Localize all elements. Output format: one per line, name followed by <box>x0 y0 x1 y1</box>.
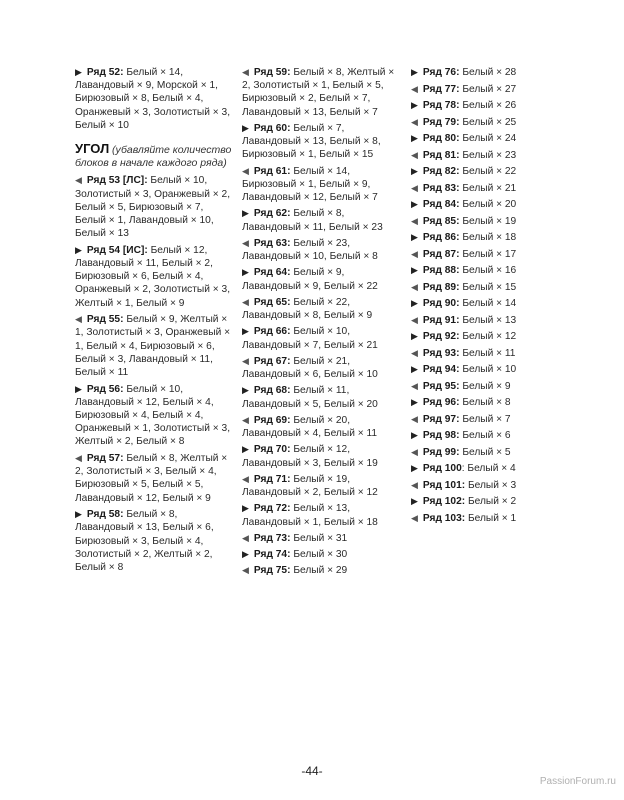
row-text: Белый × 24 <box>459 133 517 144</box>
row-label: Ряд 76: <box>422 67 460 78</box>
row-text: Белый × 14, Бирюзовый × 1, Белый × 9, Лавандовый × 12, Белый × 7 <box>242 165 378 204</box>
row-label: Ряд 88: <box>422 265 460 276</box>
arrow-right-icon: ▶ <box>75 244 82 255</box>
arrow-left-icon: ◀ <box>242 565 249 576</box>
arrow-right-icon: ▶ <box>411 430 418 440</box>
row-entry <box>411 182 571 195</box>
row-entry <box>411 479 571 492</box>
arrow-left-icon: ◀ <box>75 314 82 325</box>
row-label: Ряд 65: <box>253 296 291 308</box>
arrow-right-icon: ▶ <box>75 67 82 77</box>
arrow-left-icon: ◀ <box>75 175 82 186</box>
row-text: Белый × 19, Лавандовый × 2, Белый × 12 <box>242 473 378 499</box>
row-entry <box>411 165 571 178</box>
row-text: Белый × 18 <box>459 232 517 243</box>
row-text: Белый × 10 <box>459 364 517 375</box>
column-1 <box>75 66 235 578</box>
row-text: Белый × 13, Лавандовый × 1, Белый × 18 <box>242 503 378 528</box>
row-label: Ряд 86: <box>422 232 460 243</box>
row-label: Ряд 53 [ЛС]: <box>86 175 148 187</box>
row-entry <box>411 149 571 162</box>
row-label: Ряд 66: <box>253 326 291 338</box>
arrow-right-icon: ▶ <box>411 496 418 506</box>
row-text: Белый × 19 <box>459 215 517 227</box>
arrow-left-icon: ◀ <box>411 413 418 424</box>
row-list <box>411 66 571 525</box>
row-label: Ряд 77: <box>422 83 460 95</box>
row-label: Ряд 87: <box>422 248 460 260</box>
row-text: Белый × 21, Лавандовый × 6, Белый × 10 <box>242 355 378 381</box>
row-entry <box>242 165 402 205</box>
row-entry <box>411 281 571 294</box>
row-label: Ряд 74: <box>253 549 291 561</box>
row-label: Ряд 98: <box>422 430 460 441</box>
row-entry <box>411 83 571 96</box>
row-text: Белый × 11 <box>459 347 516 359</box>
arrow-left-icon: ◀ <box>411 83 418 94</box>
row-entry <box>411 264 571 277</box>
row-label: Ряд 83: <box>422 182 460 194</box>
arrow-left-icon: ◀ <box>411 347 418 358</box>
row-text: Белый × 9, Желтый × 1, Золотистый × 3, Оранжевый × 1, Белый × 4, Бирюзовый × 6, Белый × 3, Лавандовый × 11, Белый × 11 <box>75 314 231 379</box>
row-text: Белый × 10, Лавандовый × 12, Белый × 4, Бирюзовый × 4, Белый × 4, Оранжевый × 1, Золотистый × 3, Желтый × 2, Белый × 8 <box>75 383 231 448</box>
arrow-left-icon: ◀ <box>242 237 249 248</box>
arrow-left-icon: ◀ <box>411 512 418 523</box>
row-label: Ряд 100 <box>422 463 462 474</box>
row-text: Белый × 14, Лавандовый × 9, Морской × 1, Бирюзовый × 8, Белый × 4, Оранжевый × 3, Золотистый × 3, Белый × 10 <box>75 67 231 131</box>
row-label: Ряд 72: <box>253 503 291 515</box>
row-entry <box>242 564 402 577</box>
row-label: Ряд 99: <box>422 446 460 458</box>
row-label: Ряд 75: <box>253 565 291 577</box>
row-text: Белый × 10, Лавандовый × 7, Белый × 21 <box>242 326 378 351</box>
row-entry <box>411 66 571 79</box>
row-entry <box>411 116 571 129</box>
row-entry <box>75 383 235 449</box>
row-entry <box>411 231 571 244</box>
row-text: Белый × 12, Лавандовый × 11, Белый × 2, Бирюзовый × 6, Белый × 4, Оранжевый × 2, Золотистый × 3, Желтый × 1, Белый × 9 <box>75 244 231 309</box>
row-entry <box>411 380 571 393</box>
arrow-left-icon: ◀ <box>411 446 418 457</box>
arrow-right-icon: ▶ <box>242 549 249 560</box>
arrow-left-icon: ◀ <box>242 473 249 484</box>
arrow-right-icon: ▶ <box>411 463 418 473</box>
arrow-right-icon: ▶ <box>411 364 418 374</box>
row-entry <box>75 452 235 505</box>
arrow-left-icon: ◀ <box>411 380 418 391</box>
row-entry <box>242 443 402 469</box>
row-label: Ряд 70: <box>253 444 291 456</box>
row-entry <box>411 99 571 112</box>
arrow-left-icon: ◀ <box>411 314 418 325</box>
arrow-left-icon: ◀ <box>411 281 418 292</box>
row-text: Белый × 28 <box>459 67 517 78</box>
row-label: Ряд 93: <box>422 347 460 359</box>
row-text: Белый × 26 <box>459 100 517 111</box>
arrow-right-icon: ▶ <box>411 331 418 341</box>
row-list <box>75 174 235 574</box>
row-text: Белый × 5 <box>459 446 511 458</box>
row-label: Ряд 85: <box>422 215 460 227</box>
row-text: Белый × 29 <box>290 565 348 577</box>
row-text: Белый × 9 <box>459 380 511 392</box>
row-text: Белый × 23 <box>459 149 517 161</box>
row-entry <box>75 313 235 379</box>
row-text: Белый × 7, Лавандовый × 13, Белый × 8, Бирюзовый × 1, Белый × 15 <box>242 122 381 161</box>
arrow-right-icon: ▶ <box>242 503 249 514</box>
row-text: Белый × 8, Лавандовый × 13, Белый × 6, Бирюзовый × 3, Белый × 4, Золотистый × 2, Желтый × 2, Белый × 8 <box>75 509 214 574</box>
row-entry <box>242 237 402 263</box>
arrow-left-icon: ◀ <box>411 182 418 193</box>
row-text: Белый × 8, Лавандовый × 11, Белый × 23 <box>242 208 383 233</box>
column-2 <box>242 66 402 581</box>
row-label: Ряд 63: <box>253 237 291 249</box>
arrow-right-icon: ▶ <box>411 166 418 176</box>
row-entry <box>411 330 571 343</box>
row-entry <box>75 244 235 310</box>
row-label: Ряд 91: <box>422 314 460 326</box>
row-label: Ряд 59: <box>253 67 291 78</box>
row-label: Ряд 81: <box>422 149 460 161</box>
row-text: Белый × 23, Лавандовый × 10, Белый × 8 <box>242 237 378 263</box>
row-label: Ряд 89: <box>422 281 460 293</box>
row-label: Ряд 103: <box>422 512 466 524</box>
arrow-right-icon: ▶ <box>411 100 418 110</box>
row-list <box>75 66 235 132</box>
row-text: Белый × 14 <box>459 298 517 309</box>
page-number: -44- <box>301 764 323 778</box>
row-entry <box>411 215 571 228</box>
row-label: Ряд 90: <box>422 298 460 309</box>
row-label: Ряд 94: <box>422 364 460 375</box>
arrow-right-icon: ▶ <box>242 122 249 133</box>
arrow-left-icon: ◀ <box>242 532 249 543</box>
row-label: Ряд 67: <box>253 355 291 367</box>
arrow-left-icon: ◀ <box>242 296 249 307</box>
row-label: Ряд 68: <box>253 385 291 397</box>
arrow-left-icon: ◀ <box>411 116 418 127</box>
row-entry <box>411 396 571 409</box>
row-text: Белый × 21 <box>459 182 517 194</box>
row-entry <box>411 413 571 426</box>
row-label: Ряд 62: <box>253 208 291 220</box>
row-entry <box>411 314 571 327</box>
row-entry <box>242 266 402 292</box>
arrow-right-icon: ▶ <box>242 208 249 219</box>
row-label: Ряд 61: <box>253 165 291 177</box>
arrow-left-icon: ◀ <box>411 248 418 259</box>
arrow-right-icon: ▶ <box>411 265 418 275</box>
row-text: Белый × 7 <box>459 413 511 425</box>
row-text: Белый × 8, Желтый × 2, Золотистый × 1, Белый × 5, Бирюзовый × 2, Белый × 7, Лавандовый × 13, Белый × 7 <box>242 67 395 118</box>
row-entry <box>75 66 235 132</box>
arrow-right-icon: ▶ <box>75 509 82 520</box>
row-entry <box>242 384 402 410</box>
section-title: УГОЛ <box>75 141 110 157</box>
row-text: Белый × 8 <box>459 397 511 408</box>
row-entry <box>242 548 402 561</box>
row-entry <box>411 198 571 211</box>
row-text: Белый × 31 <box>290 532 348 544</box>
row-text: Белый × 12, Лавандовый × 3, Белый × 19 <box>242 444 378 469</box>
arrow-right-icon: ▶ <box>411 397 418 407</box>
row-label: Ряд 55: <box>86 314 124 326</box>
row-text: Белый × 9, Лавандовый × 9, Белый × 22 <box>242 267 378 292</box>
row-entry <box>411 462 571 475</box>
arrow-right-icon: ▶ <box>242 385 249 396</box>
arrow-left-icon: ◀ <box>242 414 249 425</box>
row-label: Ряд 71: <box>253 473 291 485</box>
row-text: Белый × 17 <box>459 248 517 260</box>
row-text: Белый × 25 <box>459 116 517 128</box>
row-entry <box>242 325 402 351</box>
row-label: Ряд 102: <box>422 496 466 507</box>
row-text: Белый × 22 <box>459 166 517 177</box>
row-text: Белый × 30 <box>290 549 348 561</box>
row-entry <box>242 532 402 545</box>
row-label: Ряд 92: <box>422 331 460 342</box>
row-label: Ряд 58: <box>86 509 124 521</box>
row-entry <box>411 446 571 459</box>
row-label: Ряд 60: <box>253 122 291 134</box>
row-entry <box>242 66 402 119</box>
row-label: Ряд 80: <box>422 133 460 144</box>
row-text: Белый × 10, Золотистый × 3, Оранжевый × 2, Белый × 5, Бирюзовый × 7, Белый × 1, Лавандовый × 10, Белый × 13 <box>75 175 231 240</box>
row-label: Ряд 95: <box>422 380 460 392</box>
row-label: Ряд 78: <box>422 100 460 111</box>
row-label: Ряд 56: <box>86 383 124 395</box>
row-label: Ряд 69: <box>253 414 291 426</box>
arrow-right-icon: ▶ <box>242 444 249 455</box>
row-label: Ряд 57: <box>86 453 124 465</box>
arrow-left-icon: ◀ <box>411 479 418 490</box>
row-entry <box>242 502 402 528</box>
row-label: Ряд 82: <box>422 166 460 177</box>
arrow-right-icon: ▶ <box>411 232 418 242</box>
row-entry <box>75 174 235 240</box>
arrow-left-icon: ◀ <box>242 67 249 77</box>
row-entry <box>411 512 571 525</box>
row-text: : Белый × 4 <box>461 463 516 474</box>
row-text: Белый × 22, Лавандовый × 8, Белый × 9 <box>242 296 373 322</box>
row-text: Белый × 16 <box>459 265 517 276</box>
row-label: Ряд 96: <box>422 397 460 408</box>
arrow-left-icon: ◀ <box>75 453 82 464</box>
row-text: Белый × 20, Лавандовый × 4, Белый × 11 <box>242 414 378 440</box>
row-entry <box>411 429 571 442</box>
row-entry <box>242 296 402 322</box>
row-entry <box>242 207 402 233</box>
row-label: Ряд 54 [ИС]: <box>86 244 148 256</box>
section-heading <box>75 142 235 170</box>
section-note: (убавляйте количество блоков в начале каждого ряда) <box>75 144 232 170</box>
row-text: Белый × 1 <box>465 512 517 524</box>
arrow-right-icon: ▶ <box>411 199 418 209</box>
column-3 <box>411 66 571 528</box>
arrow-right-icon: ▶ <box>242 326 249 337</box>
row-label: Ряд 64: <box>253 267 291 279</box>
arrow-right-icon: ▶ <box>411 298 418 308</box>
row-entry <box>242 355 402 381</box>
row-text: Белый × 20 <box>459 199 517 210</box>
row-text: Белый × 15 <box>459 281 517 293</box>
row-label: Ряд 73: <box>253 532 291 544</box>
arrow-left-icon: ◀ <box>411 215 418 226</box>
arrow-right-icon: ▶ <box>75 383 82 394</box>
watermark: PassionForum.ru <box>539 776 616 787</box>
row-text: Белый × 8, Желтый × 2, Золотистый × 3, Белый × 4, Бирюзовый × 5, Белый × 5, Лавандовый × 12, Белый × 9 <box>75 453 228 504</box>
arrow-right-icon: ▶ <box>242 267 249 278</box>
row-label: Ряд 97: <box>422 413 460 425</box>
row-entry <box>411 495 571 508</box>
row-list <box>242 66 402 578</box>
row-text: Белый × 13 <box>459 314 517 326</box>
row-label: Ряд 79: <box>422 116 460 128</box>
row-text: Белый × 12 <box>459 331 517 342</box>
row-entry <box>411 248 571 261</box>
row-text: Белый × 6 <box>459 430 511 441</box>
row-entry <box>242 414 402 440</box>
arrow-right-icon: ▶ <box>411 67 418 77</box>
arrow-right-icon: ▶ <box>411 133 418 143</box>
arrow-left-icon: ◀ <box>242 355 249 366</box>
row-label: Ряд 52: <box>86 67 124 78</box>
row-entry <box>411 132 571 145</box>
row-entry <box>411 297 571 310</box>
arrow-left-icon: ◀ <box>242 165 249 176</box>
row-entry <box>411 347 571 360</box>
row-entry <box>242 122 402 162</box>
row-text: Белый × 3 <box>465 479 517 491</box>
row-text: Белый × 11, Лавандовый × 5, Белый × 20 <box>242 385 378 410</box>
row-text: Белый × 27 <box>459 83 517 95</box>
row-label: Ряд 84: <box>422 199 460 210</box>
row-entry <box>242 473 402 499</box>
row-entry <box>411 363 571 376</box>
row-label: Ряд 101: <box>422 479 466 491</box>
row-text: Белый × 2 <box>465 496 517 507</box>
arrow-left-icon: ◀ <box>411 149 418 160</box>
row-entry <box>75 508 235 574</box>
